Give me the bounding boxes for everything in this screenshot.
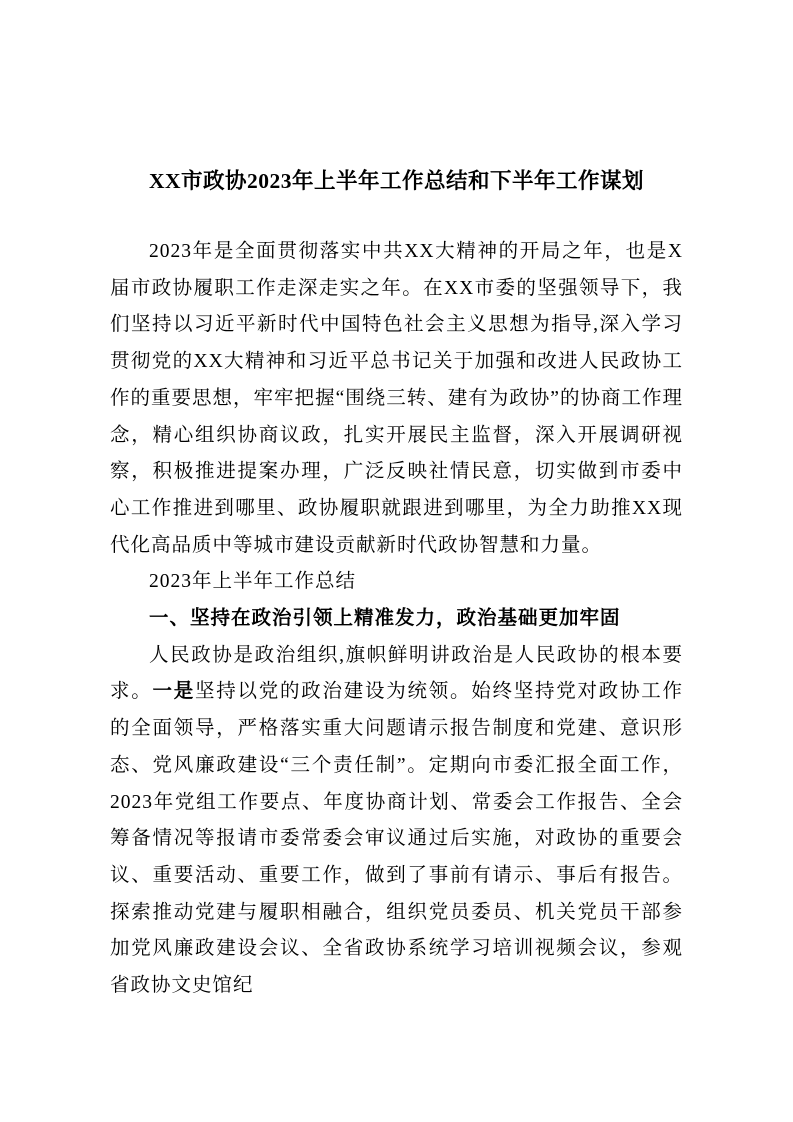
text-run-emphasis: 一是 — [152, 681, 195, 703]
text-run: 人民政协是政治组织,旗帜鲜明讲政治是人民政协的根本要求。 — [110, 644, 683, 703]
document-title: XX市政协2023年上半年工作总结和下半年工作谋划 — [148, 169, 645, 193]
text-run: 坚持以党的政治建设为统领。始终坚持党对政协工作的全面领导，严格落实重大问题请示报告制度和党建、意识形态、党风廉政建设“三个责任制”。定期向市委汇报全面工作，2023年党组工作要点、年度协商计划、常委会工作报告、全会筹备情况等报请市委常委会审议通过后实施，对政协的重要会议、重要活动、重要工作，做到了事前有请示、事后有报告。探索推动党建与履职相融合，组织党员委员、机关党员干部参加党风廉政建设会议、全省政协系统学习培训视频会议，参观省政协文史馆纪 — [110, 681, 683, 997]
section-label: 2023年上半年工作总结 — [149, 571, 357, 593]
intro-paragraph: 2023年是全面贯彻落实中共XX大精神的开局之年，也是X届市政协履职工作走深走实之年。在XX市委的坚强领导下，我们坚持以习近平新时代中国特色社会主义思想为指导,深入学习贯彻党的XX大精神和习近平总书记关于加强和改进人民政协工作的重要思想，牢牢把握“围绕三转、建有为政协”的协商工作理念，精心组织协商议政，扎实开展民主监督，深入开展调研视察，积极推进提案办理，广泛反映社情民意，切实做到市委中心工作推进到哪里、政协履职就跟进到哪里，为全力助推XX现代化高品质中等城市建设贡献新时代政协智慧和力量。 — [110, 241, 683, 556]
section-heading-1: 一、坚持在政治引领上精准发力，政治基础更加牢固 — [149, 608, 621, 630]
body-paragraph-1 — [110, 638, 683, 1005]
